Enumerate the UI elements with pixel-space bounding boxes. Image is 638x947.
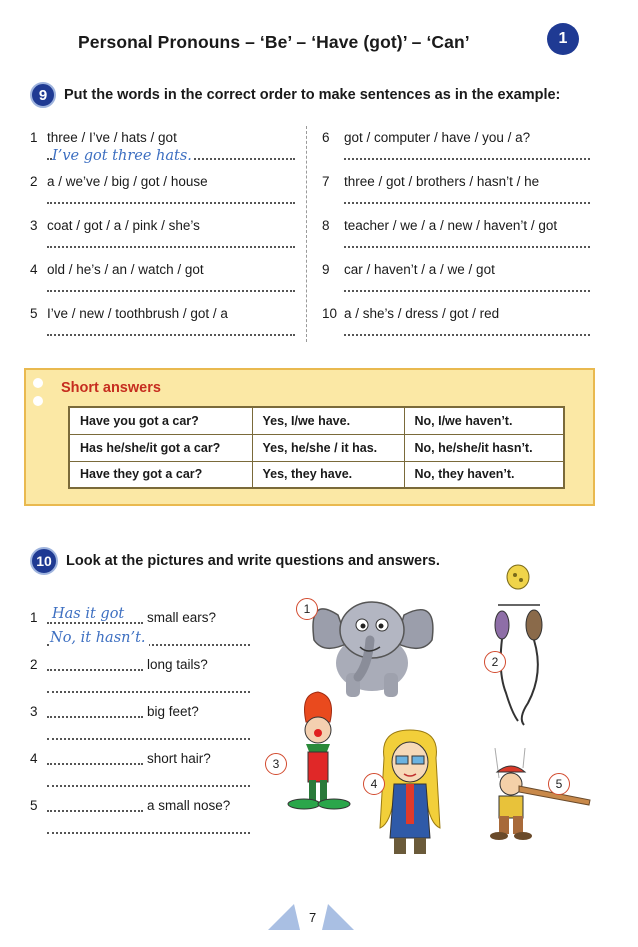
exercise-9-item — [30, 260, 295, 304]
answer-line[interactable] — [344, 158, 590, 160]
exercise-9-instruction: Put the words in the correct order to make sentences as in the example: — [64, 87, 561, 103]
answer-line[interactable] — [47, 738, 250, 740]
page-number: 7 — [309, 910, 317, 925]
exercise-9-header — [30, 82, 560, 108]
table-cell: No, they haven’t. — [404, 461, 564, 488]
answer-line[interactable] — [47, 334, 295, 336]
exercise-9-item — [30, 172, 295, 216]
pinocchio-illustration — [485, 748, 595, 843]
item-number: 3 — [30, 704, 38, 719]
answer-line[interactable] — [47, 202, 295, 204]
picture-label-3: 3 — [265, 753, 287, 775]
exercise-9-right-column — [322, 128, 590, 348]
table-cell: Yes, I/we have. — [252, 407, 404, 434]
item-words: a / she’s / dress / got / red — [344, 306, 500, 321]
item-number: 5 — [30, 306, 38, 321]
exercise-9-item — [322, 128, 590, 172]
short-answers-box — [24, 368, 595, 506]
item-number: 6 — [322, 130, 330, 145]
item-number: 5 — [30, 798, 38, 813]
answer-line[interactable] — [344, 246, 590, 248]
exercise-10-item — [30, 747, 250, 794]
item-number: 1 — [30, 130, 38, 145]
page-title: Personal Pronouns – ‘Be’ – ‘Have (got)’ – ‘Can’ — [78, 32, 470, 52]
item-words: car / haven’t / a / we / got — [344, 262, 495, 277]
answer-line[interactable] — [47, 832, 250, 834]
question-tail: big feet? — [147, 704, 199, 719]
question-blank[interactable] — [47, 798, 143, 812]
picture-label-2: 2 — [484, 651, 506, 673]
exercise-10-item — [30, 794, 250, 841]
exercise-9-item — [322, 260, 590, 304]
exercise-10-list — [30, 606, 250, 841]
elephant-illustration — [300, 585, 445, 700]
exercise-9-item — [30, 304, 295, 348]
item-number: 4 — [30, 751, 38, 766]
exercise-10-item — [30, 653, 250, 700]
item-words: teacher / we / a / new / haven’t / got — [344, 218, 558, 233]
question-tail: a small nose? — [147, 798, 231, 813]
question-tail: short hair? — [147, 751, 211, 766]
answer-line[interactable] — [47, 290, 295, 292]
item-number: 9 — [322, 262, 330, 277]
answer-line[interactable] — [47, 246, 295, 248]
exercise-9-item — [30, 128, 295, 172]
girl-illustration — [370, 728, 450, 858]
picture-label-4: 4 — [363, 773, 385, 795]
item-number: 3 — [30, 218, 38, 233]
item-words: I’ve / new / toothbrush / got / a — [47, 306, 228, 321]
exercise-10-number: 10 — [30, 547, 58, 575]
example-question: Has it got — [52, 606, 127, 622]
item-number: 7 — [322, 174, 330, 189]
exercise-9-item — [322, 304, 590, 348]
exercise-10-item — [30, 606, 250, 653]
table-cell: Have you got a car? — [69, 407, 252, 434]
question-blank[interactable] — [47, 704, 143, 718]
table-row — [69, 434, 564, 461]
bullet-dot — [33, 378, 43, 388]
item-words: old / he’s / an / watch / got — [47, 262, 204, 277]
unit-number-badge: 1 — [547, 23, 579, 55]
item-number: 4 — [30, 262, 38, 277]
question-tail: long tails? — [147, 657, 208, 672]
item-words: got / computer / have / you / a? — [344, 130, 531, 145]
bullet-dot — [33, 396, 43, 406]
item-words: three / got / brothers / hasn’t / he — [344, 174, 540, 189]
exercise-10-instruction: Look at the pictures and write questions and answers. — [66, 553, 440, 569]
answer-line[interactable] — [47, 785, 250, 787]
column-divider — [306, 126, 307, 342]
exercise-9-left-column — [30, 128, 295, 348]
item-number: 2 — [30, 174, 38, 189]
table-cell: No, I/we haven’t. — [404, 407, 564, 434]
table-cell: Have they got a car? — [69, 461, 252, 488]
example-answer: I’ve got three hats. — [52, 148, 192, 164]
question-blank[interactable] — [47, 657, 143, 671]
answer-line[interactable] — [344, 334, 590, 336]
item-words: coat / got / a / pink / she’s — [47, 218, 200, 233]
picture-label-1: 1 — [296, 598, 318, 620]
table-cell: Has he/she/it got a car? — [69, 434, 252, 461]
answer-line[interactable] — [47, 691, 250, 693]
item-words: three / I’ve / hats / got — [47, 130, 177, 145]
exercise-9-number: 9 — [30, 82, 56, 108]
item-number: 2 — [30, 657, 38, 672]
table-cell: Yes, they have. — [252, 461, 404, 488]
exercise-10-item — [30, 700, 250, 747]
picture-label-5: 5 — [548, 773, 570, 795]
exercise-9-item — [30, 216, 295, 260]
answer-line[interactable] — [344, 290, 590, 292]
table-row — [69, 461, 564, 488]
exercise-9-item — [322, 172, 590, 216]
answer-line[interactable] — [344, 202, 590, 204]
clown-illustration — [282, 690, 354, 815]
mice-illustration — [478, 563, 558, 728]
example-answer: No, it hasn’t. — [50, 630, 149, 646]
exercise-9-item — [322, 216, 590, 260]
short-answers-table — [68, 406, 565, 489]
table-row — [69, 407, 564, 434]
item-number: 1 — [30, 610, 38, 625]
item-number: 10 — [322, 306, 338, 321]
question-tail: small ears? — [147, 610, 217, 625]
question-blank[interactable] — [47, 751, 143, 765]
short-answers-title: Short answers — [61, 380, 161, 396]
item-words: a / we’ve / big / got / house — [47, 174, 208, 189]
table-cell: No, he/she/it hasn’t. — [404, 434, 564, 461]
table-cell: Yes, he/she / it has. — [252, 434, 404, 461]
item-number: 8 — [322, 218, 330, 233]
exercise-10-header — [30, 547, 440, 575]
